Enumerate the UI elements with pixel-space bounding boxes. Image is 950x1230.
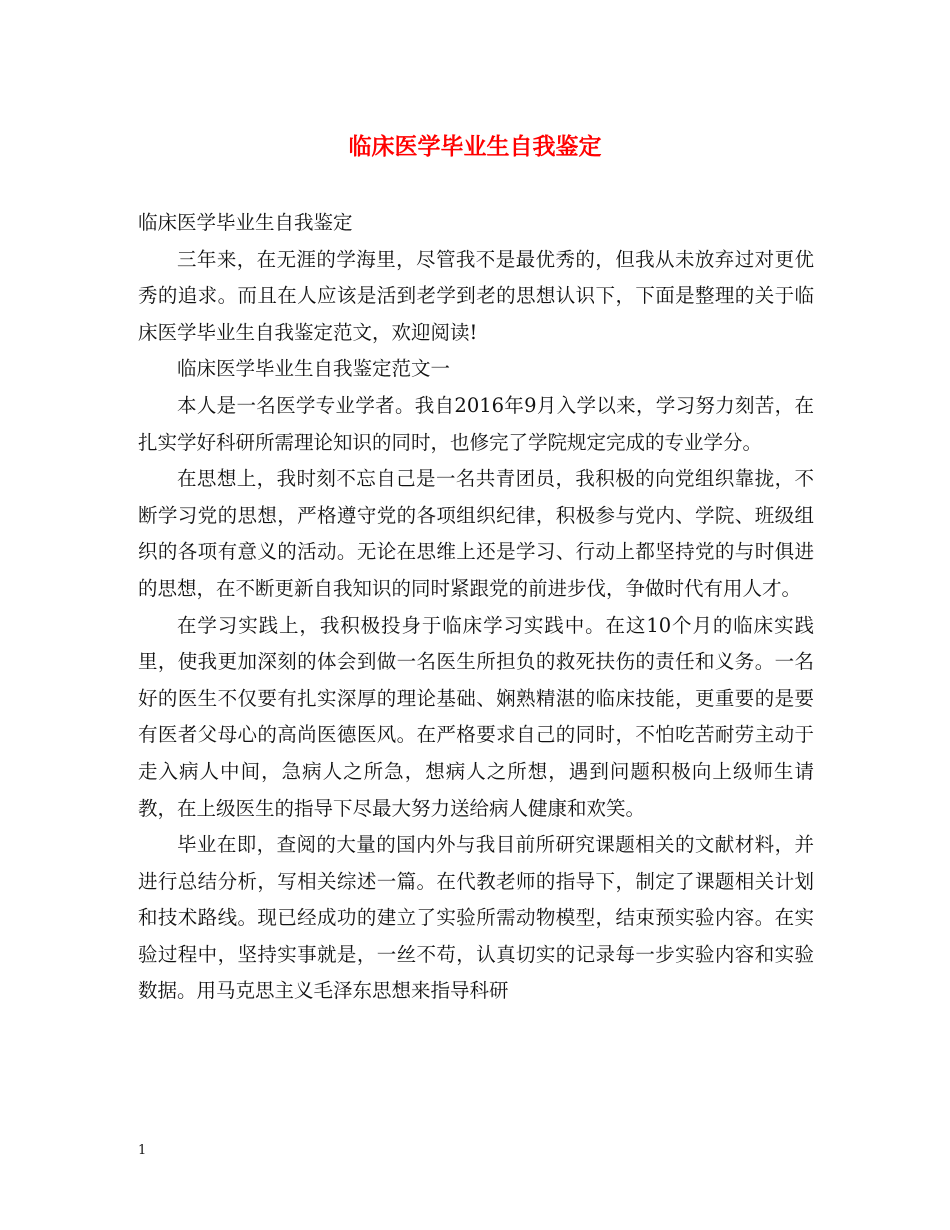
document-title: 临床医学毕业生自我鉴定 bbox=[348, 134, 602, 160]
document-body bbox=[138, 205, 814, 1010]
paragraph-body: 本人是一名医学专业学者。我自2016年9月入学以来，学习努力刻苦，在扎实学好科研所需理论知识的同时，也修完了学院规定完成的专业学分。 bbox=[138, 393, 814, 454]
page-number: 1 bbox=[138, 1143, 147, 1158]
paragraph-body: 毕业在即，查阅的大量的国内外与我目前所研究课题相关的文献材料，并进行总结分析，写相关综述一篇。在代教老师的指导下，制定了课题相关计划和技术路线。现已经成功的建立了实验所需动物模型，结束预实验内容。在实验过程中，坚持实事就是，一丝不苟，认真切实的记录每一步实验内容和实验数据。用马克思主义毛泽东思想来指导科研 bbox=[138, 833, 814, 1003]
paragraph-heading: 临床医学毕业生自我鉴定 bbox=[138, 211, 353, 234]
paragraph-subheading: 临床医学毕业生自我鉴定范文一 bbox=[177, 357, 451, 381]
paragraph-body: 在学习实践上，我积极投身于临床学习实践中。在这10个月的临床实践里，使我更加深刻的体会到做一名医生所担负的救死扶伤的责任和义务。一名好的医生不仅要有扎实深厚的理论基础、娴熟精湛的临床技能，更重要的是要有医者父母心的高尚医德医风。在严格要求自己的同时，不怕吃苦耐劳主动于走入病人中间，急病人之所急，想病人之所想，遇到问题积极向上级师生请教，在上级医生的指导下尽最大努力送给病人健康和欢笑。 bbox=[138, 613, 814, 820]
paragraph-body: 在思想上，我时刻不忘自己是一名共青团员，我积极的向党组织靠拢，不断学习党的思想，严格遵守党的各项组织纪律，积极参与党内、学院、班级组织的各项有意义的活动。无论在思维上还是学习、行动上都坚持党的与时俱进的思想，在不断更新自我知识的同时紧跟党的前进步伐，争做时代有用人才。 bbox=[138, 467, 814, 600]
paragraph-intro: 三年来，在无涯的学海里，尽管我不是最优秀的，但我从未放弃过对更优秀的追求。而且在人应该是活到老学到老的思想认识下，下面是整理的关于临床医学毕业生自我鉴定范文，欢迎阅读! bbox=[138, 247, 814, 344]
